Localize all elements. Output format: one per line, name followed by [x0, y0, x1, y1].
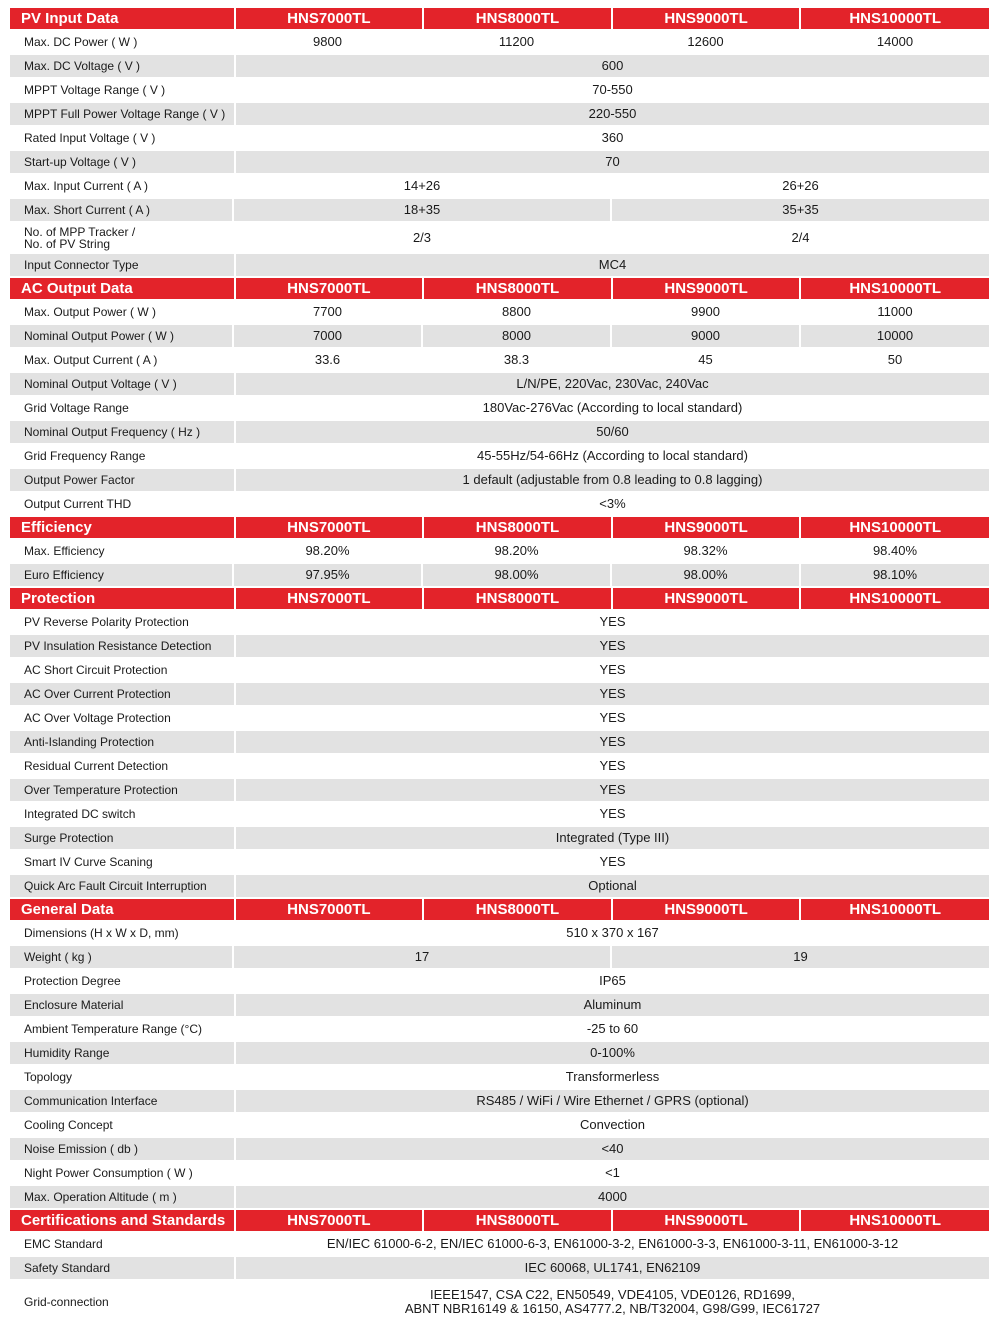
section-header-ac-output-data: [10, 278, 989, 299]
spec-value: 9800: [234, 31, 421, 53]
spec-label: PV Insulation Resistance Detection: [10, 635, 234, 657]
spec-row: [10, 421, 989, 443]
spec-value: 14+26: [234, 175, 610, 197]
spec-value: <40: [236, 1138, 989, 1160]
spec-row: [10, 493, 989, 515]
spec-value: YES: [236, 731, 989, 753]
spec-row: [10, 1257, 989, 1279]
spec-label: Max. Output Current ( A ): [10, 349, 232, 371]
spec-value: 600: [236, 55, 989, 77]
spec-row: [10, 1162, 989, 1184]
spec-label: Nominal Output Power ( W ): [10, 325, 232, 347]
spec-label: Surge Protection: [10, 827, 234, 849]
spec-row: [10, 851, 989, 873]
spec-label: EMC Standard: [10, 1233, 234, 1255]
model-header: HNS10000TL: [801, 278, 989, 299]
spec-label: Over Temperature Protection: [10, 779, 234, 801]
spec-label: No. of MPP Tracker / No. of PV String: [10, 223, 232, 252]
spec-label: Protection Degree: [10, 970, 234, 992]
model-header: HNS8000TL: [424, 278, 611, 299]
spec-label: Integrated DC switch: [10, 803, 234, 825]
spec-row: [10, 611, 989, 633]
spec-row: [10, 1186, 989, 1208]
spec-row: [10, 707, 989, 729]
spec-value: Aluminum: [236, 994, 989, 1016]
spec-value: MC4: [236, 254, 989, 276]
spec-row: [10, 635, 989, 657]
spec-row: [10, 994, 989, 1016]
spec-row: [10, 349, 989, 371]
spec-row: [10, 946, 989, 968]
spec-value: YES: [236, 683, 989, 705]
spec-row: [10, 1114, 989, 1136]
spec-value: 9900: [612, 301, 799, 323]
spec-value: Convection: [236, 1114, 989, 1136]
spec-label: PV Reverse Polarity Protection: [10, 611, 234, 633]
section-title: Protection: [10, 588, 234, 609]
spec-value: YES: [236, 635, 989, 657]
spec-row: [10, 325, 989, 347]
spec-row: [10, 103, 989, 125]
model-header: HNS8000TL: [424, 1210, 611, 1231]
spec-value: 19: [612, 946, 989, 968]
spec-label: MPPT Full Power Voltage Range ( V ): [10, 103, 234, 125]
spec-value: L/N/PE, 220Vac, 230Vac, 240Vac: [236, 373, 989, 395]
spec-row: [10, 875, 989, 897]
spec-label: AC Short Circuit Protection: [10, 659, 234, 681]
spec-label: Output Power Factor: [10, 469, 234, 491]
spec-value: YES: [236, 611, 989, 633]
spec-label: Max. Operation Altitude ( m ): [10, 1186, 234, 1208]
model-header: HNS7000TL: [236, 8, 423, 29]
spec-row: [10, 659, 989, 681]
spec-label: Grid-connection: [10, 1281, 234, 1323]
spec-row: [10, 1018, 989, 1040]
spec-label: Cooling Concept: [10, 1114, 234, 1136]
spec-value: <1: [236, 1162, 989, 1184]
spec-row: [10, 79, 989, 101]
spec-label: AC Over Current Protection: [10, 683, 234, 705]
spec-value: 45: [612, 349, 799, 371]
spec-row: [10, 127, 989, 149]
spec-label: Output Current THD: [10, 493, 234, 515]
spec-value: 18+35: [234, 199, 610, 221]
spec-value: YES: [236, 779, 989, 801]
model-header: HNS9000TL: [613, 278, 800, 299]
spec-row: [10, 1090, 989, 1112]
spec-value: 9000: [612, 325, 799, 347]
model-header: HNS7000TL: [236, 1210, 423, 1231]
model-header: HNS8000TL: [424, 517, 611, 538]
section-header-protection: [10, 588, 989, 609]
spec-value: 2/3: [234, 223, 610, 252]
spec-label: Grid Voltage Range: [10, 397, 234, 419]
spec-value: 180Vac-276Vac (According to local standard): [236, 397, 989, 419]
spec-row: [10, 540, 989, 562]
spec-value: Integrated (Type III): [236, 827, 989, 849]
spec-label: Weight ( kg ): [10, 946, 232, 968]
spec-row: [10, 755, 989, 777]
section-header-pv-input-data: [10, 8, 989, 29]
spec-value: 220-550: [236, 103, 989, 125]
spec-value: Transformerless: [236, 1066, 989, 1088]
spec-value: YES: [236, 707, 989, 729]
spec-label: Max. Input Current ( A ): [10, 175, 232, 197]
spec-row: [10, 1281, 989, 1323]
spec-label: Nominal Output Frequency ( Hz ): [10, 421, 234, 443]
section-title: General Data: [10, 899, 234, 920]
spec-value: IP65: [236, 970, 989, 992]
spec-value: 38.3: [423, 349, 610, 371]
spec-row: [10, 175, 989, 197]
spec-label: Smart IV Curve Scaning: [10, 851, 234, 873]
spec-label: Start-up Voltage ( V ): [10, 151, 234, 173]
spec-value: IEEE1547, CSA C22, EN50549, VDE4105, VDE0126, RD1699, ABNT NBR16149 & 16150, AS4777.2, NB/T32004, G98/G99, IEC61727: [236, 1281, 989, 1323]
spec-row: [10, 301, 989, 323]
spec-row: [10, 731, 989, 753]
spec-value: 98.00%: [612, 564, 799, 586]
section-header-general-data: [10, 899, 989, 920]
spec-row: [10, 31, 989, 53]
spec-value: 50/60: [236, 421, 989, 443]
spec-label: Night Power Consumption ( W ): [10, 1162, 234, 1184]
spec-value: YES: [236, 659, 989, 681]
model-header: HNS10000TL: [801, 517, 989, 538]
spec-row: [10, 1138, 989, 1160]
spec-value: Optional: [236, 875, 989, 897]
model-header: HNS10000TL: [801, 899, 989, 920]
spec-value: YES: [236, 851, 989, 873]
spec-label: MPPT Voltage Range ( V ): [10, 79, 234, 101]
spec-row: [10, 970, 989, 992]
section-title: Efficiency: [10, 517, 234, 538]
model-header: HNS9000TL: [613, 8, 800, 29]
spec-row: [10, 151, 989, 173]
model-header: HNS10000TL: [801, 588, 989, 609]
spec-label: Residual Current Detection: [10, 755, 234, 777]
spec-value: 33.6: [234, 349, 421, 371]
section-title: AC Output Data: [10, 278, 234, 299]
spec-row: [10, 1042, 989, 1064]
spec-value: 1 default (adjustable from 0.8 leading to 0.8 lagging): [236, 469, 989, 491]
spec-label: Rated Input Voltage ( V ): [10, 127, 234, 149]
spec-label: Communication Interface: [10, 1090, 234, 1112]
spec-value: 11000: [801, 301, 989, 323]
spec-value: 2/4: [612, 223, 989, 252]
spec-row: [10, 683, 989, 705]
spec-row: [10, 445, 989, 467]
model-header: HNS7000TL: [236, 899, 423, 920]
spec-label: Input Connector Type: [10, 254, 234, 276]
spec-row: [10, 1066, 989, 1088]
spec-value: 98.32%: [612, 540, 799, 562]
spec-value: 360: [236, 127, 989, 149]
spec-label: Max. Short Current ( A ): [10, 199, 232, 221]
spec-label: Anti-Islanding Protection: [10, 731, 234, 753]
section-title: Certifications and Standards: [10, 1210, 234, 1231]
spec-value: 14000: [801, 31, 989, 53]
spec-value: 98.20%: [423, 540, 610, 562]
spec-row: [10, 779, 989, 801]
spec-row: [10, 373, 989, 395]
spec-value: EN/IEC 61000-6-2, EN/IEC 61000-6-3, EN61000-3-2, EN61000-3-3, EN61000-3-11, EN61000-3-12: [236, 1233, 989, 1255]
spec-row: [10, 223, 989, 252]
model-header: HNS7000TL: [236, 278, 423, 299]
spec-label: Safety Standard: [10, 1257, 234, 1279]
spec-value: <3%: [236, 493, 989, 515]
model-header: HNS8000TL: [424, 899, 611, 920]
spec-value: -25 to 60: [236, 1018, 989, 1040]
spec-value: 50: [801, 349, 989, 371]
spec-value: 98.20%: [234, 540, 421, 562]
spec-label: Ambient Temperature Range (°C): [10, 1018, 234, 1040]
spec-row: [10, 1233, 989, 1255]
spec-row: [10, 922, 989, 944]
model-header: HNS8000TL: [424, 588, 611, 609]
spec-label: Nominal Output Voltage ( V ): [10, 373, 234, 395]
spec-value: 70: [236, 151, 989, 173]
spec-row: [10, 803, 989, 825]
spec-row: [10, 564, 989, 586]
spec-value: 98.10%: [801, 564, 989, 586]
spec-label: Humidity Range: [10, 1042, 234, 1064]
model-header: HNS9000TL: [613, 588, 800, 609]
model-header: HNS8000TL: [424, 8, 611, 29]
section-title: PV Input Data: [10, 8, 234, 29]
spec-label: Grid Frequency Range: [10, 445, 234, 467]
spec-value: 70-550: [236, 79, 989, 101]
spec-row: [10, 254, 989, 276]
spec-label: Enclosure Material: [10, 994, 234, 1016]
spec-value: 26+26: [612, 175, 989, 197]
spec-row: [10, 55, 989, 77]
spec-value: 8800: [423, 301, 610, 323]
spec-value: 7000: [234, 325, 421, 347]
spec-row: [10, 199, 989, 221]
spec-label: Max. Efficiency: [10, 540, 232, 562]
spec-value: 7700: [234, 301, 421, 323]
spec-value: 0-100%: [236, 1042, 989, 1064]
section-header-certifications-and-standards: [10, 1210, 989, 1231]
model-header: HNS10000TL: [801, 1210, 989, 1231]
spec-value: YES: [236, 755, 989, 777]
model-header: HNS7000TL: [236, 588, 423, 609]
spec-table: [10, 8, 989, 1325]
spec-value: 17: [234, 946, 610, 968]
spec-value: 8000: [423, 325, 610, 347]
model-header: HNS10000TL: [801, 8, 989, 29]
section-header-efficiency: [10, 517, 989, 538]
spec-value: 4000: [236, 1186, 989, 1208]
spec-row: [10, 397, 989, 419]
spec-label: Euro Efficiency: [10, 564, 232, 586]
spec-value: RS485 / WiFi / Wire Ethernet / GPRS (optional): [236, 1090, 989, 1112]
spec-value: 98.40%: [801, 540, 989, 562]
spec-label: Noise Emission ( db ): [10, 1138, 234, 1160]
spec-value: 35+35: [612, 199, 989, 221]
spec-value: IEC 60068, UL1741, EN62109: [236, 1257, 989, 1279]
spec-value: 11200: [423, 31, 610, 53]
model-header: HNS9000TL: [613, 517, 800, 538]
spec-row: [10, 827, 989, 849]
spec-value: YES: [236, 803, 989, 825]
spec-value: 98.00%: [423, 564, 610, 586]
spec-label: Max. DC Voltage ( V ): [10, 55, 234, 77]
spec-value: 97.95%: [234, 564, 421, 586]
spec-value: 45-55Hz/54-66Hz (According to local standard): [236, 445, 989, 467]
spec-value: 10000: [801, 325, 989, 347]
spec-value: 12600: [612, 31, 799, 53]
model-header: HNS7000TL: [236, 517, 423, 538]
spec-label: Topology: [10, 1066, 234, 1088]
spec-label: Dimensions (H x W x D, mm): [10, 922, 234, 944]
spec-label: AC Over Voltage Protection: [10, 707, 234, 729]
model-header: HNS9000TL: [613, 899, 800, 920]
spec-row: [10, 469, 989, 491]
spec-label: Quick Arc Fault Circuit Interruption: [10, 875, 234, 897]
spec-value: 510 x 370 x 167: [236, 922, 989, 944]
spec-label: Max. Output Power ( W ): [10, 301, 232, 323]
model-header: HNS9000TL: [613, 1210, 800, 1231]
spec-label: Max. DC Power ( W ): [10, 31, 232, 53]
